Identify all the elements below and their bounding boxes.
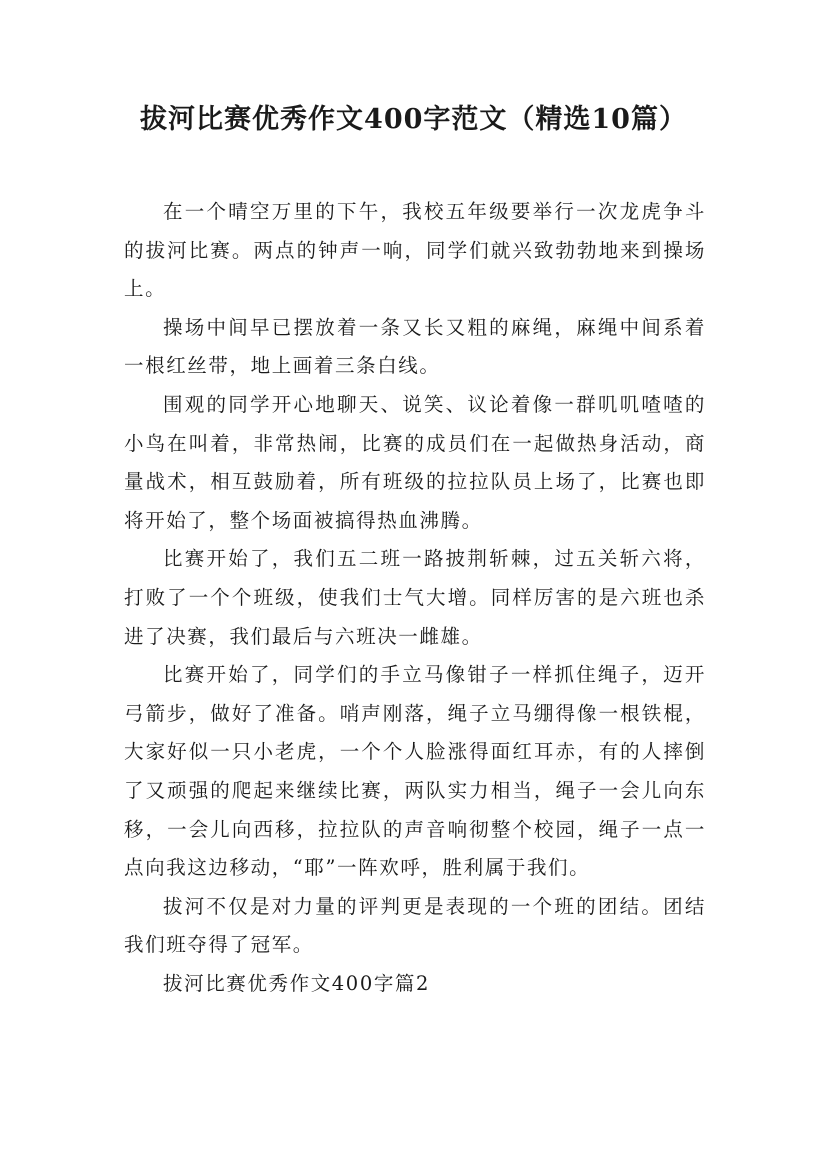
section-heading: 拔河比赛优秀作文400字篇2 xyxy=(163,971,431,995)
paragraph: 围观的同学开心地聊天、说笑、议论着像一群叽叽喳喳的小鸟在叫着，非常热闹，比赛的成员们在一起做热身活动，商量战术，相互鼓励着，所有班级的拉拉队员上场了，比赛也即将开始了，整个场面被搞得热血沸腾。 xyxy=(124,392,706,532)
document-title: 拔河比赛优秀作文400字范文（精选10篇） xyxy=(140,104,687,135)
paragraph: 拔河不仅是对力量的评判更是表现的一个班的团结。团结我们班夺得了冠军。 xyxy=(124,894,706,957)
paragraph: 操场中间早已摆放着一条又长又粗的麻绳，麻绳中间系着一根红丝带，地上画着三条白线。 xyxy=(124,315,706,378)
document-body xyxy=(124,193,706,1003)
paragraph: 比赛开始了，我们五二班一路披荆斩棘，过五关斩六将，打败了一个个班级，使我们士气大增。同样厉害的是六班也杀进了决赛，我们最后与六班决一雌雄。 xyxy=(124,547,706,648)
paragraph: 在一个晴空万里的下午，我校五年级要举行一次龙虎争斗的拔河比赛。两点的钟声一响，同学们就兴致勃勃地来到操场上。 xyxy=(124,200,706,301)
paragraph: 比赛开始了，同学们的手立马像钳子一样抓住绳子，迈开弓箭步，做好了准备。哨声刚落，绳子立马绷得像一根铁棍，大家好似一只小老虎，一个个人脸涨得面红耳赤，有的人摔倒了又顽强的爬起来继续比赛，两队实力相当，绳子一会儿向东移，一会儿向西移，拉拉队的声音响彻整个校园，绳子一点一点向我这边移动，“耶”一阵欢呼，胜利属于我们。 xyxy=(124,663,706,880)
